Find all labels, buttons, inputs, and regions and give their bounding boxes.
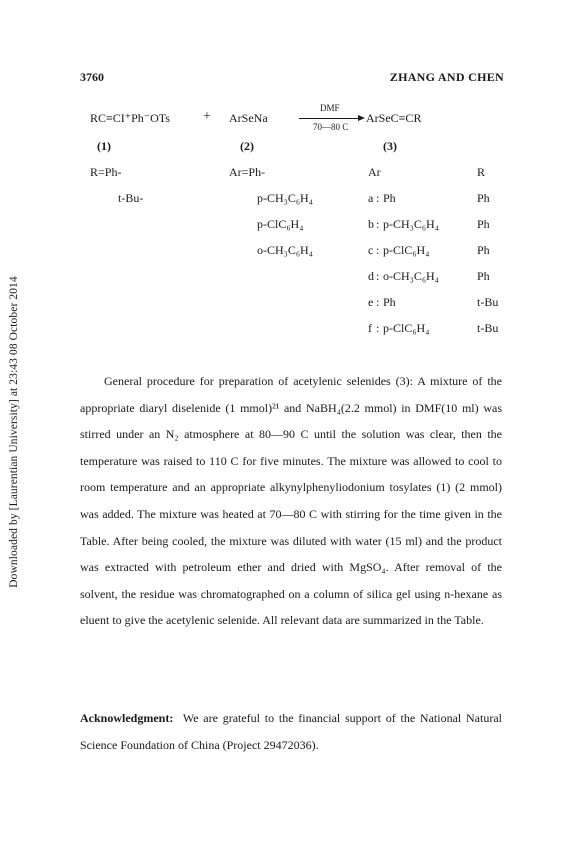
- table-row-id: c: [368, 243, 374, 257]
- table-row-ar: o-CH₃C₆H₄: [383, 269, 439, 283]
- r-value: t-Bu-: [118, 191, 144, 205]
- ar-value: p-ClC₆H₄: [257, 217, 304, 231]
- compound-label-3: (3): [383, 139, 397, 153]
- table-row-id: e: [368, 295, 374, 309]
- table-row-ar: p-ClC₆H₄: [383, 243, 430, 257]
- ar-value: p-CH₃C₆H₄: [257, 191, 313, 205]
- table-row-r: Ph: [477, 269, 490, 283]
- general-procedure-section: [80, 368, 502, 634]
- table-row-ar: p-CH₃C₆H₄: [383, 217, 439, 231]
- table-row-id: f: [368, 321, 372, 335]
- condition-solvent: DMF: [320, 103, 340, 113]
- table-row-r: Ph: [477, 217, 490, 231]
- compound-label-1: (1): [97, 139, 111, 153]
- condition-temperature: 70—80 C: [313, 122, 349, 132]
- acknowledgment-label: Acknowledgment:: [80, 711, 174, 725]
- table-row-r: t-Bu: [477, 295, 499, 309]
- plus-sign: +: [203, 109, 211, 124]
- compound-label-2: (2): [240, 139, 254, 153]
- ar-value: o-CH₃C₆H₄: [257, 243, 313, 257]
- running-head: ZHANG AND CHEN: [389, 70, 504, 84]
- acknowledgment-text: We are grateful to the financial support of the National Natural Science Foundation of China (Project 29472036).: [80, 711, 502, 752]
- product: ArSeC≡CR: [366, 111, 422, 125]
- table-header-r: R: [477, 165, 486, 179]
- reaction-arrow: [299, 118, 361, 119]
- table-header-ar: Ar: [368, 165, 381, 179]
- general-procedure-paragraph: General procedure for preparation of acetylenic selenides (3): A mixture of the appropriate diaryl diselenide (1 mmol)²¹ and NaBH₄(2.2 mmol) in DMF(10 ml) was stirred under an N₂ atmosphere at 80—90 C until the solution was clear, then the temperature was raised to 110 C for five minutes. The mixture was allowed to cool to room temperature and an appropriate alkynylphenyliodonium tosylates (1) (2 mmol) was added. The mixture was heated at 70—80 C with stirring for the time given in the Table. After being cooled, the mixture was diluted with water (15 ml) and the product was extracted with petroleum ether and dried with MgSO₄. After removal of the solvent, the residue was chromatographed on a column of silica gel using n-hexane as eluent to give the acetylenic selenide. All relevant data are summarized in the Table.: [80, 374, 502, 628]
- reaction-arrowhead: [358, 115, 365, 121]
- acknowledgment-section: [80, 705, 502, 758]
- table-row-id: a: [368, 191, 374, 205]
- table-row-id: b: [368, 217, 374, 231]
- table-row-r: t-Bu: [477, 321, 499, 335]
- reactant-1: RC≡CI⁺Ph⁻OTs: [90, 111, 170, 125]
- table-row-ar: Ph: [383, 295, 396, 309]
- table-row-id: d: [368, 269, 374, 283]
- download-watermark: Downloaded by [Laurentian University] at 23:43 08 October 2014: [8, 276, 20, 588]
- table-row-ar: Ph: [383, 191, 396, 205]
- table-row-r: Ph: [477, 243, 490, 257]
- page-number: 3760: [80, 70, 104, 84]
- table-row-r: Ph: [477, 191, 490, 205]
- table-row-ar: p-ClC₆H₄: [383, 321, 430, 335]
- r-definition: R=Ph-: [90, 165, 122, 179]
- ar-definition: Ar=Ph-: [229, 165, 266, 179]
- reactant-2: ArSeNa: [229, 111, 268, 125]
